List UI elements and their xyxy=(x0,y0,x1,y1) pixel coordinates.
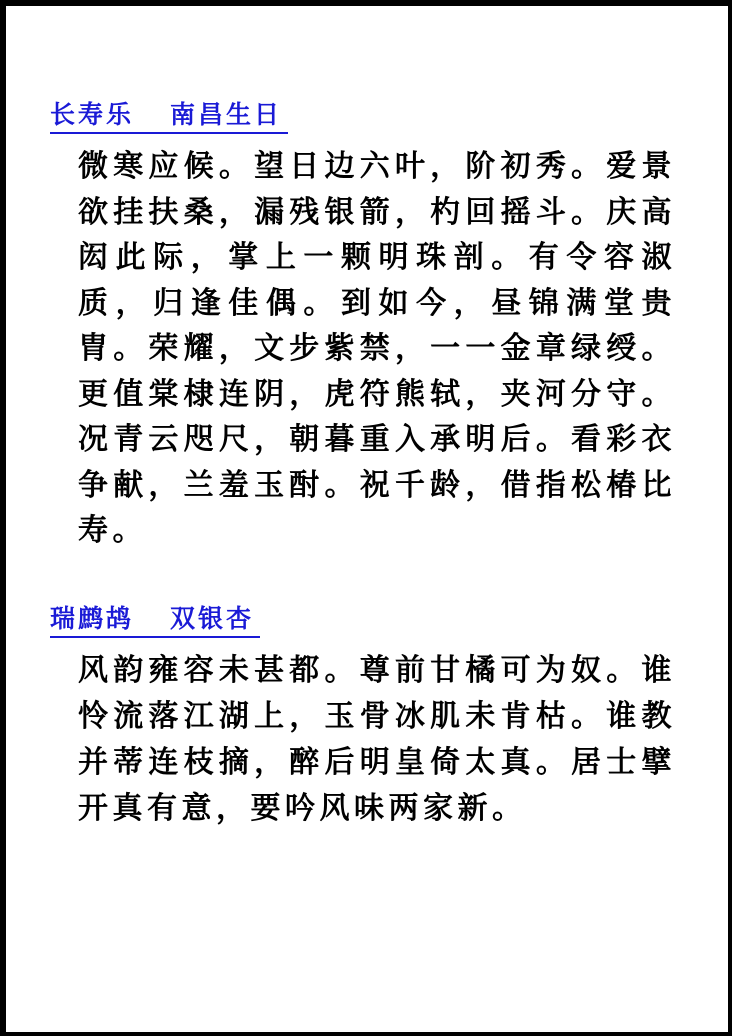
poem-title xyxy=(50,602,260,638)
poem-subtitle: 双银杏 xyxy=(170,604,255,633)
poem-ruizhegu xyxy=(0,602,732,832)
poem-changshoule xyxy=(0,98,732,554)
poem-subtitle: 南昌生日 xyxy=(170,100,283,129)
poem-title xyxy=(50,98,288,134)
poem-text: 微寒应候。望日边六叶，阶初秀。爱景欲挂扶桑，漏残银箭，杓回摇斗。庆高闳此际，掌上一颗明珠剖。有令容淑质，归逢佳偶。到如今，昼锦满堂贵胄。荣耀，文步紫禁，一一金章绿绶。更值棠棣连阴，虎符熊轼，夹河分守。况青云咫尺，朝暮重入承明后。看彩衣争献，兰羞玉酎。祝千龄，借指松椿比寿。 xyxy=(78,149,676,548)
poem-tune-name: 瑞鹧鸪 xyxy=(50,604,135,633)
poem-tune-name: 长寿乐 xyxy=(50,100,135,129)
poem-text: 风韵雍容未甚都。尊前甘橘可为奴。谁怜流落江湖上，玉骨冰肌未肯枯。谁教并蒂连枝摘，醉后明皇倚太真。居士擘开真有意，要吟风味两家新。 xyxy=(78,653,676,826)
